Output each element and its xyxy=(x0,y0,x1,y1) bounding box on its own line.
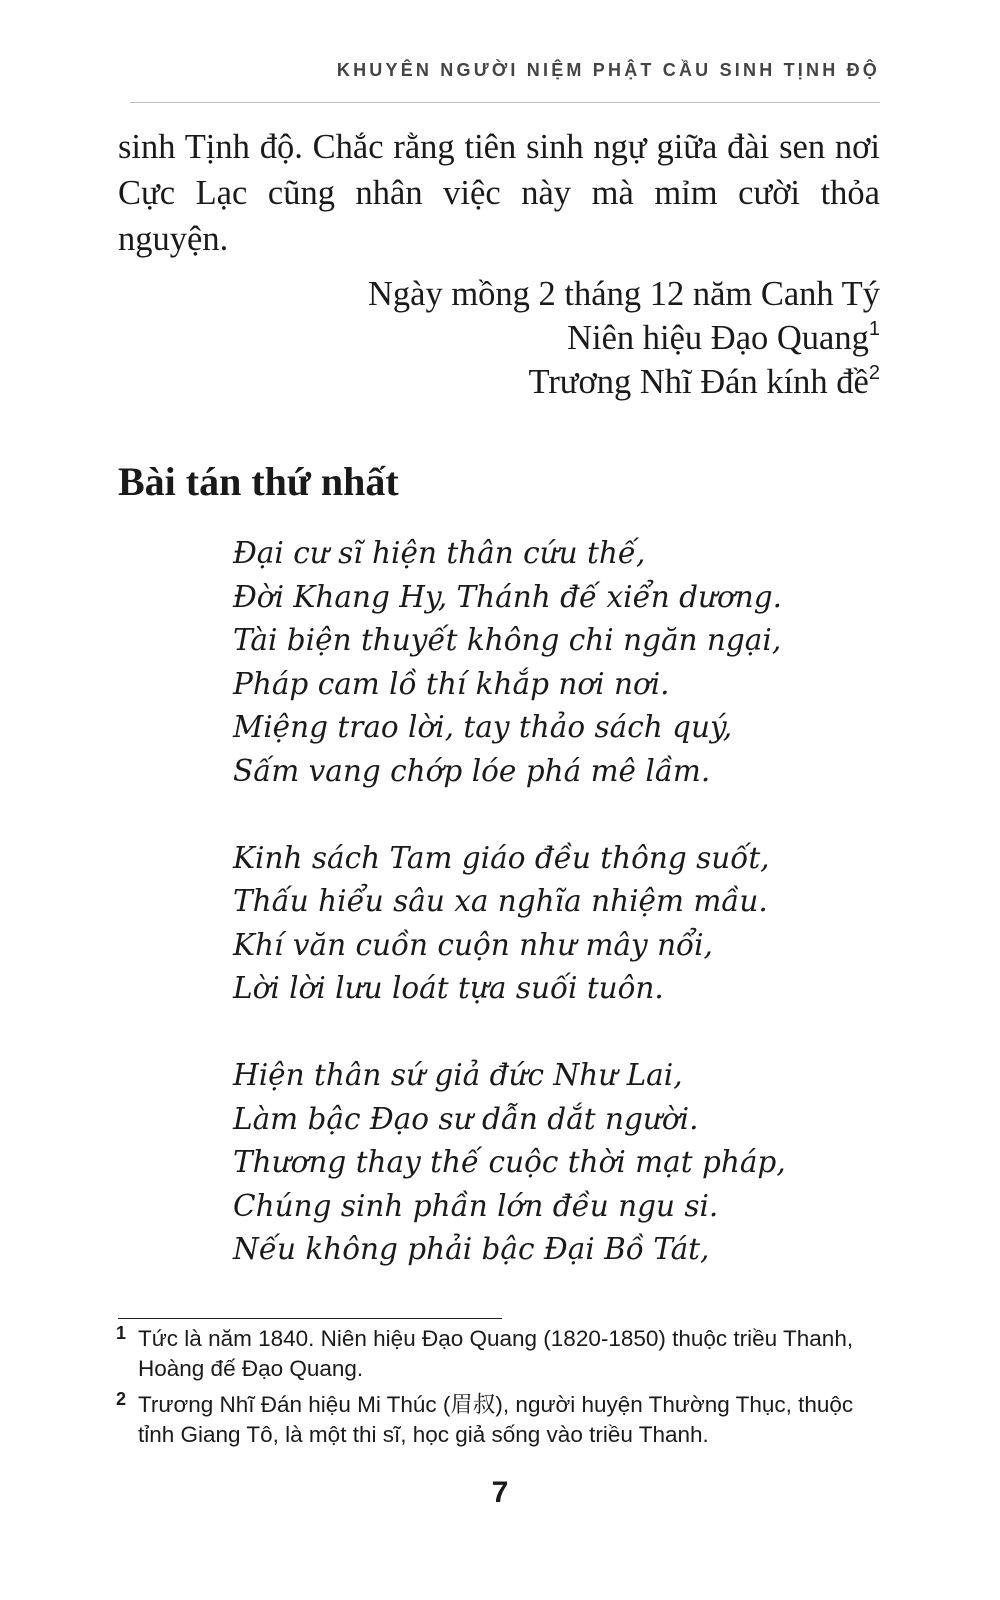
footnote-text: Tức là năm 1840. Niên hiệu Đạo Quang (1820-1850) thuộc triều Thanh, Hoàng đế Đạo Quang. xyxy=(138,1326,854,1381)
signature-author-line xyxy=(368,360,880,404)
poem-line: Lời lời lưu loát tựa suối tuôn. xyxy=(233,971,664,1005)
footnote-2 xyxy=(118,1390,880,1450)
header-rule xyxy=(130,102,880,103)
poem-line: Kinh sách Tam giáo đều thông suốt, xyxy=(233,840,770,875)
poem-line: Đại cư sĩ hiện thân cứu thế, xyxy=(233,536,646,570)
footnotes xyxy=(118,1324,880,1456)
author-text: Trương Nhĩ Đán kính đề xyxy=(528,363,869,401)
poem-line: Thấu hiểu sâu xa nghĩa nhiệm mầu. xyxy=(233,884,768,918)
signature-era-line xyxy=(368,316,880,360)
poem-line: Đời Khang Hy, Thánh đế xiển dương. xyxy=(233,579,783,614)
footnote-1 xyxy=(118,1324,880,1384)
poem-line: Chúng sinh phần lớn đều ngu si. xyxy=(233,1188,719,1223)
poem-line: Nếu không phải bậc Đại Bồ Tát, xyxy=(233,1232,710,1266)
running-head: KHUYÊN NGƯỜI NIỆM PHẬT CẦU SINH TỊNH ĐỘ xyxy=(336,60,880,80)
poem-line: Pháp cam lồ thí khắp nơi nơi. xyxy=(233,666,670,701)
signature-date-line: Ngày mồng 2 tháng 12 năm Canh Tý xyxy=(367,275,880,313)
page-number: 7 xyxy=(491,1476,509,1509)
poem-line: Khí văn cuồn cuộn như mây nổi, xyxy=(233,927,713,962)
poem-stanza xyxy=(233,837,786,1011)
poem-stanza xyxy=(233,532,786,793)
poem xyxy=(233,532,786,1272)
body-paragraph: sinh Tịnh độ. Chắc rằng tiên sinh ngự giữa đài sen nơi Cực Lạc cũng nhân việc này mà mỉm cười thỏa nguyện. xyxy=(118,128,880,258)
poem-line: Tài biện thuyết không chi ngăn ngại, xyxy=(233,623,782,657)
poem-line: Sấm vang chớp lóe phá mê lầm. xyxy=(233,753,711,788)
footnote-text: Trương Nhĩ Đán hiệu Mi Thúc (眉叔), người huyện Thường Thục, thuộc tỉnh Giang Tô, là một thi sĩ, học giả sống vào triều Thanh. xyxy=(138,1392,854,1447)
section-title: Bài tán thứ nhất xyxy=(118,459,399,504)
footnote-number: 2 xyxy=(116,1389,127,1409)
era-text: Niên hiệu Đạo Quang xyxy=(567,319,869,357)
poem-line: Miệng trao lời, tay thảo sách quý, xyxy=(233,710,733,744)
footnote-number: 1 xyxy=(116,1323,127,1343)
footnote-ref-2[interactable]: 2 xyxy=(868,362,880,384)
footnote-ref-1[interactable]: 1 xyxy=(868,318,880,340)
poem-line: Thương thay thế cuộc thời mạt pháp, xyxy=(233,1145,786,1179)
poem-stanza xyxy=(233,1054,786,1272)
poem-line: Hiện thân sứ giả đức Như Lai, xyxy=(233,1058,683,1092)
signature-block xyxy=(368,272,880,404)
poem-line: Làm bậc Đạo sư dẫn dắt người. xyxy=(233,1101,699,1136)
footnote-rule xyxy=(118,1318,502,1319)
